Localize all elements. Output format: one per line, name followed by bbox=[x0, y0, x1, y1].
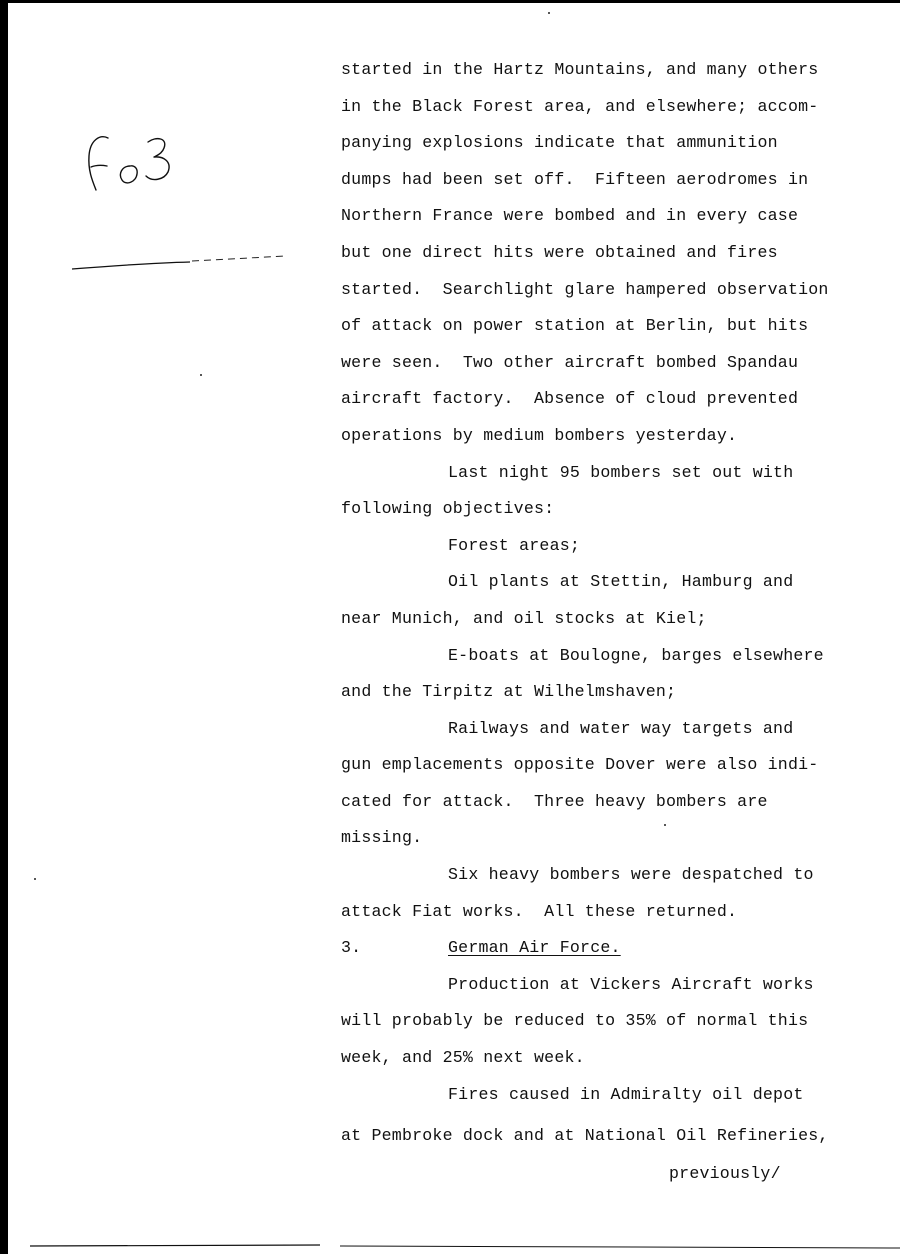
scan-edge-top bbox=[0, 0, 900, 3]
text-line: started in the Hartz Mountains, and many others bbox=[341, 60, 819, 79]
text-line: week, and 25% next week. bbox=[341, 1048, 585, 1068]
scan-speck bbox=[200, 374, 202, 376]
text-line: will probably be reduced to 35% of normal this bbox=[341, 1011, 809, 1031]
section-heading bbox=[341, 930, 871, 967]
section-number: 3. bbox=[341, 938, 362, 958]
pencil-rule bbox=[70, 250, 290, 274]
text-line: panying explosions indicate that ammunition bbox=[341, 133, 778, 153]
text-line: started. Searchlight glare hampered observation bbox=[341, 279, 829, 299]
text-line: of attack on power station at Berlin, but hits bbox=[341, 316, 809, 336]
text-line: Oil plants at Stettin, Hamburg and bbox=[448, 572, 794, 592]
text-line: Last night 95 bombers set out with bbox=[448, 462, 794, 482]
scan-speck bbox=[34, 878, 36, 880]
text-line: were seen. Two other aircraft bombed Spandau bbox=[341, 352, 799, 372]
text-line: gun emplacements opposite Dover were also indi- bbox=[341, 755, 819, 775]
text-line: and the Tirpitz at Wilhelmshaven; bbox=[341, 682, 677, 702]
text-line: following objectives: bbox=[341, 499, 555, 519]
text-line: operations by medium bombers yesterday. bbox=[341, 425, 738, 445]
text-line: cated for attack. Three heavy bombers are bbox=[341, 791, 768, 811]
handwritten-margin-annotation bbox=[82, 122, 212, 212]
text-line: in the Black Forest area, and elsewhere; accom- bbox=[341, 96, 819, 116]
scan-edge-left bbox=[0, 0, 8, 1254]
text-line: Six heavy bombers were despatched to bbox=[448, 865, 814, 885]
text-line: but one direct hits were obtained and fires bbox=[341, 242, 778, 262]
text-line: near Munich, and oil stocks at Kiel; bbox=[341, 608, 707, 628]
catchword: previously/ bbox=[669, 1164, 781, 1184]
bottom-scan-line bbox=[20, 1240, 900, 1252]
text-line: aircraft factory. Absence of cloud prevented bbox=[341, 389, 799, 409]
text-line: at Pembroke dock and at National Oil Refineries, bbox=[341, 1126, 829, 1146]
text-line: Forest areas; bbox=[448, 535, 581, 555]
text-line: E-boats at Boulogne, barges elsewhere bbox=[448, 645, 824, 665]
text-line: attack Fiat works. All these returned. bbox=[341, 901, 738, 921]
text-line: Northern France were bombed and in every case bbox=[341, 206, 799, 226]
text-line: Railways and water way targets and bbox=[448, 718, 794, 738]
typed-text-body bbox=[341, 52, 871, 1196]
text-line: dumps had been set off. Fifteen aerodromes in bbox=[341, 169, 809, 189]
section-title: German Air Force. bbox=[448, 938, 621, 958]
text-line: Production at Vickers Aircraft works bbox=[448, 974, 814, 994]
text-line: Fires caused in Admiralty oil depot bbox=[448, 1084, 804, 1104]
scan-speck bbox=[548, 12, 550, 14]
text-line: missing. bbox=[341, 828, 423, 848]
